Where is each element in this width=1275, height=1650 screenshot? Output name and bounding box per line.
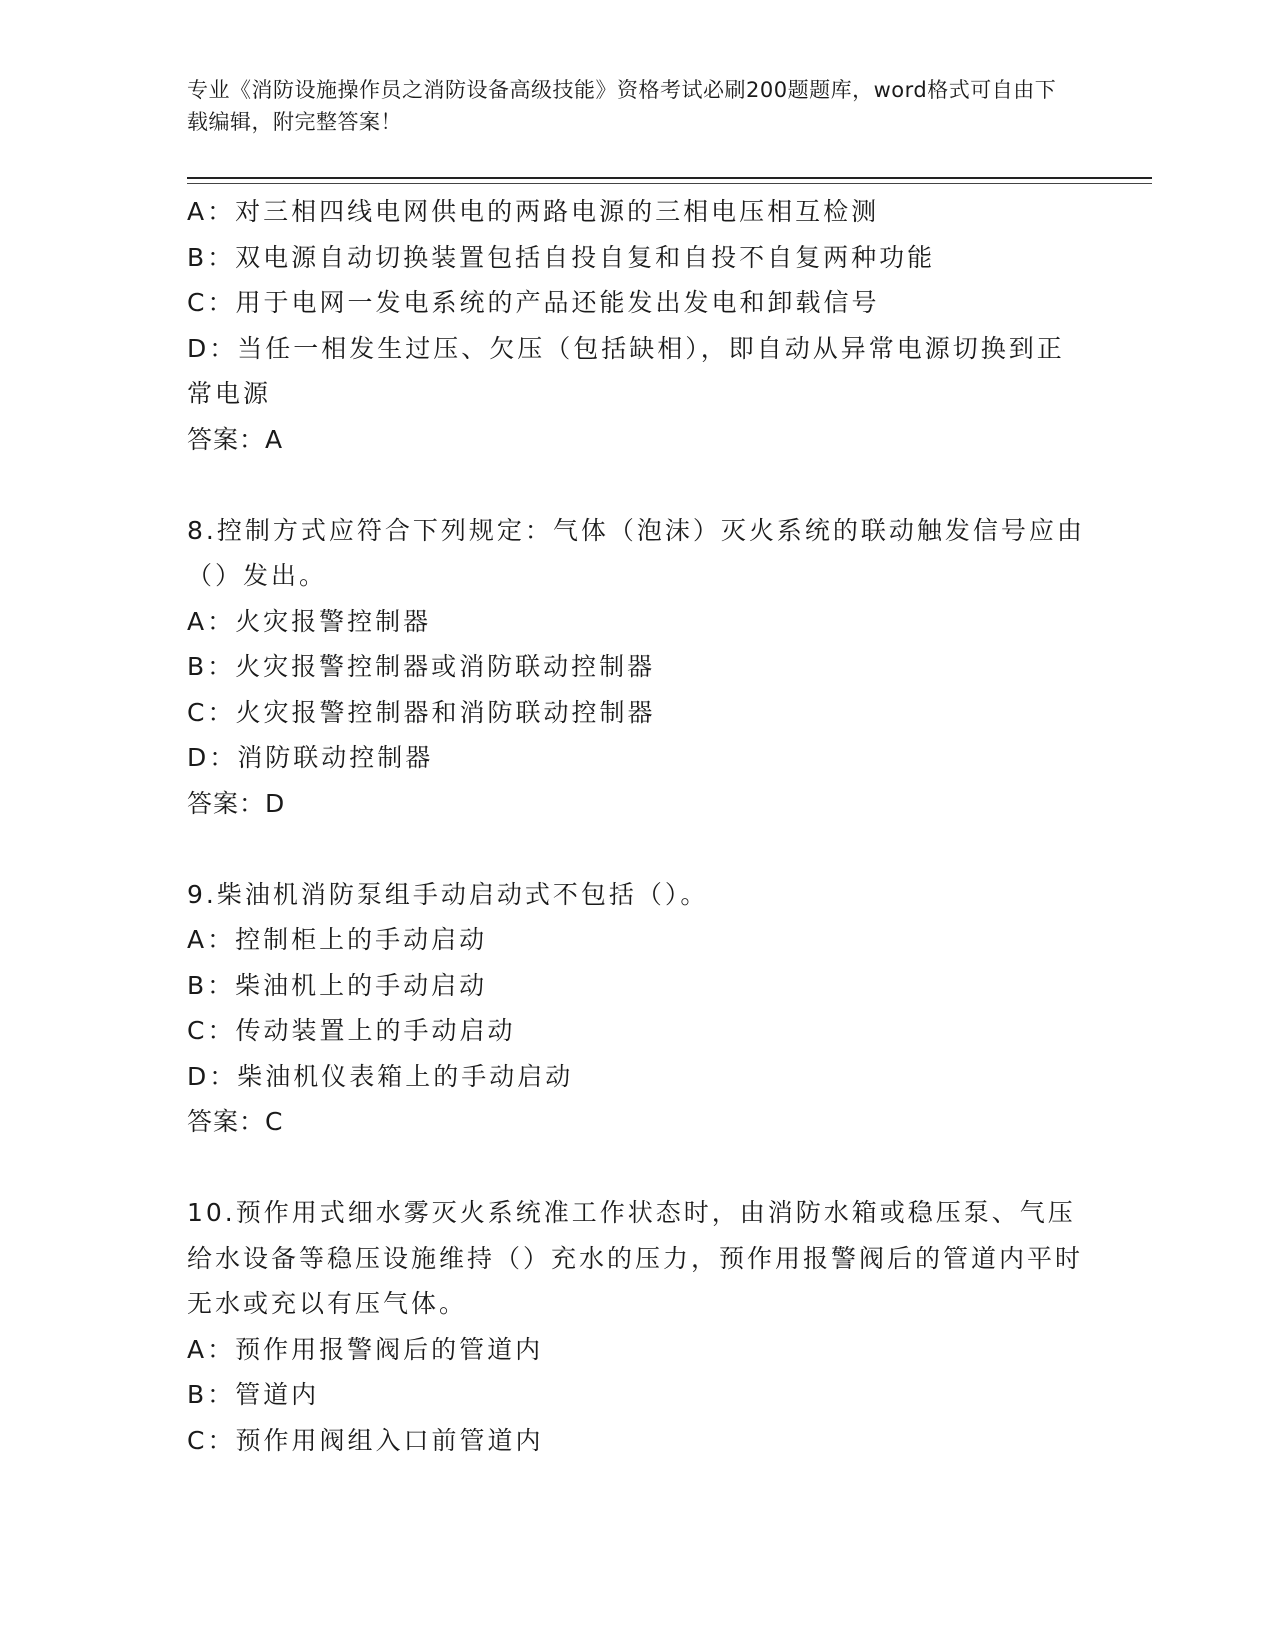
question-block-9 <box>187 872 1087 1145</box>
option-a: A：控制柜上的手动启动 <box>187 925 488 954</box>
option-b: B：双电源自动切换装置包括自投自复和自投不自复两种功能 <box>187 242 936 272</box>
question-stem: 8.控制方式应符合下列规定：气体（泡沫）灭火系统的联动触发信号应由（）发出。 <box>187 515 1085 590</box>
header-divider-thin <box>187 183 1152 184</box>
option-b: B：火灾报警控制器或消防联动控制器 <box>187 652 656 681</box>
option-c: C：用于电网一发电系统的产品还能发出发电和卸载信号 <box>187 288 880 317</box>
option-d: D：当任一相发生过压、欠压（包括缺相），即自动从异常电源切换到正常电源 <box>187 333 1065 408</box>
question-content <box>187 189 1087 1463</box>
question-block-7 <box>187 189 1087 462</box>
question-stem: 10.预作用式细水雾灭火系统准工作状态时，由消防水箱或稳压泵、气压给水设备等稳压设施维持（）充水的压力，预作用报警阀后的管道内平时无水或充以有压气体。 <box>187 1198 1084 1318</box>
answer-label: 答案：C <box>187 1107 284 1136</box>
question-block-8 <box>187 508 1087 827</box>
option-c: C：预作用阀组入口前管道内 <box>187 1425 544 1455</box>
document-header: 专业《消防设施操作员之消防设备高级技能》资格考试必刷200题题库，word格式可自由下载编辑，附完整答案！ <box>187 78 1057 134</box>
question-block-10 <box>187 1190 1087 1463</box>
answer-label: 答案：D <box>187 788 286 818</box>
option-a: A：预作用报警阀后的管道内 <box>187 1334 544 1364</box>
option-d: D：消防联动控制器 <box>187 743 434 772</box>
option-b: B：管道内 <box>187 1380 320 1409</box>
answer-label: 答案：A <box>187 424 284 454</box>
header-divider-thick <box>187 177 1152 179</box>
option-a: A：火灾报警控制器 <box>187 606 432 636</box>
option-a: A：对三相四线电网供电的两路电源的三相电压相互检测 <box>187 197 880 226</box>
spacer <box>187 1145 1087 1191</box>
option-c: C：传动装置上的手动启动 <box>187 1016 516 1045</box>
option-b: B：柴油机上的手动启动 <box>187 970 488 1000</box>
option-d: D：柴油机仪表箱上的手动启动 <box>187 1061 574 1091</box>
spacer <box>187 826 1087 872</box>
question-stem: 9.柴油机消防泵组手动启动式不包括（）。 <box>187 879 709 909</box>
spacer <box>187 462 1087 508</box>
option-c: C：火灾报警控制器和消防联动控制器 <box>187 697 656 727</box>
